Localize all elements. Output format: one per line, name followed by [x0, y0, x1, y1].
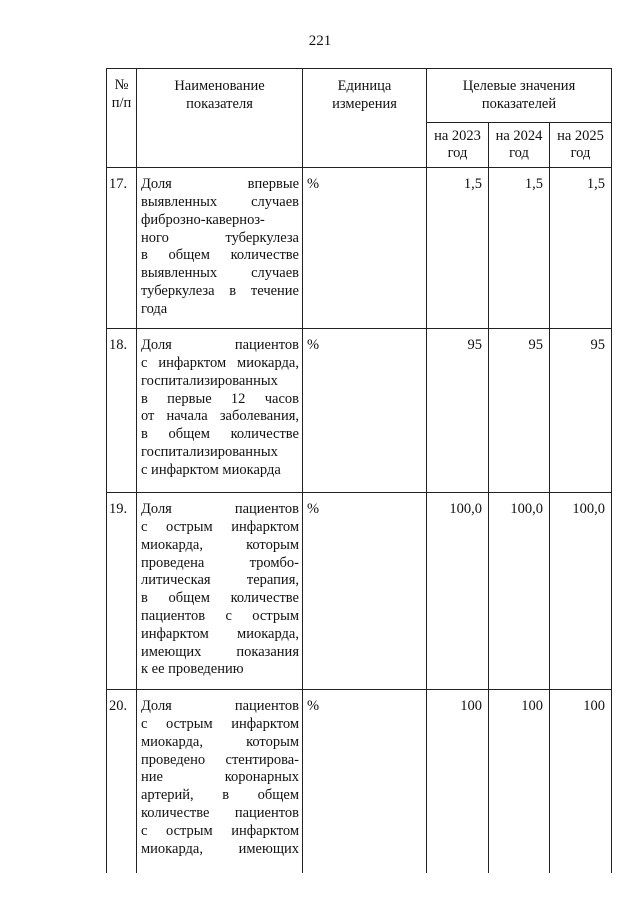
unit-of-measure: % [303, 168, 427, 329]
header-target-line-2: показателей [481, 95, 557, 112]
target-value-2023: 100 [427, 690, 489, 874]
target-value-2025: 100 [550, 690, 612, 874]
header-target [427, 69, 612, 123]
target-value-2023: 95 [427, 329, 489, 493]
indicator-name-line: выявленных случаев [141, 193, 299, 210]
table-row [107, 329, 612, 493]
target-value-2025: 95 [550, 329, 612, 493]
indicator-name-line: ного туберкулеза [141, 229, 299, 246]
indicator-name-line: ние коронарных [141, 769, 299, 786]
header-year-2025 [550, 122, 612, 168]
indicator-name-line: в первые 12 часов [141, 390, 299, 407]
unit-of-measure: % [303, 493, 427, 690]
indicator-name-line: проведена тромбо- [141, 554, 299, 571]
indicator-name-line: с инфарктом миокарда, [141, 354, 299, 371]
indicator-name-line: Доля пациентов [141, 337, 299, 354]
target-value-2023: 1,5 [427, 168, 489, 329]
indicator-name-line: миокарда, которым [141, 733, 299, 750]
indicator-name [137, 168, 303, 329]
header-num [107, 69, 137, 168]
indicator-name-line: госпитализированных [141, 372, 278, 389]
indicator-name-line: миокарда, которым [141, 536, 299, 553]
indicator-name-line: с острым инфарктом [141, 518, 299, 535]
indicator-name-line: года [141, 300, 168, 317]
header-year-2024-line-2: год [509, 145, 529, 162]
header-year-2023-line-2: год [447, 145, 468, 162]
row-number: 19. [107, 493, 137, 690]
indicator-name [137, 690, 303, 874]
indicator-name-line: инфарктом миокарда, [141, 625, 299, 642]
indicator-name-line: в общем количестве [141, 590, 299, 607]
indicator-name [137, 329, 303, 493]
header-unit-line-1: Единица [337, 78, 392, 94]
target-value-2024: 100,0 [489, 493, 550, 690]
table-row [107, 690, 612, 874]
indicator-name-line: Доля впервые [141, 176, 299, 193]
header-name [137, 69, 303, 168]
header-num-line-2: п/п [111, 94, 132, 111]
header-year-2023 [427, 122, 489, 168]
indicator-name-line: литическая терапия, [141, 572, 299, 589]
indicator-name-line: в общем количестве [141, 426, 299, 443]
indicator-name-line: имеющих показания [141, 643, 299, 660]
header-year-2025-line-2: год [570, 145, 591, 162]
indicator-name-line: проведено стентирова- [141, 751, 299, 768]
target-value-2025: 100,0 [550, 493, 612, 690]
indicator-name-line: госпитализированных [141, 443, 278, 460]
target-value-2023: 100,0 [427, 493, 489, 690]
unit-of-measure: % [303, 329, 427, 493]
indicator-name-line: фиброзно-кавернoз- [141, 211, 265, 228]
indicator-name-line: миокарда, имеющих [141, 840, 299, 857]
target-value-2024: 100 [489, 690, 550, 874]
indicator-name-line: Доля пациентов [141, 698, 299, 715]
page-number: 221 [308, 33, 332, 49]
unit-of-measure: % [303, 690, 427, 874]
indicator-name-line: выявленных случаев [141, 265, 299, 282]
header-unit-line-2: измерения [332, 95, 397, 112]
indicators-table [106, 68, 612, 873]
target-value-2025: 1,5 [550, 168, 612, 329]
table-row [107, 168, 612, 329]
indicator-name-line: от начала заболевания, [141, 408, 299, 425]
target-value-2024: 1,5 [489, 168, 550, 329]
indicator-name [137, 493, 303, 690]
header-name-line-1: Наименование [174, 78, 265, 94]
indicator-name-line: пациентов с острым [141, 607, 299, 624]
header-unit [303, 69, 427, 168]
indicator-name-line: количестве пациентов [141, 804, 299, 821]
indicator-name-line: туберкулеза в течение [141, 282, 299, 299]
indicator-name-line: с инфарктом миокарда [141, 461, 281, 478]
target-value-2024: 95 [489, 329, 550, 493]
header-target-line-1: Целевые значения [462, 78, 576, 94]
row-number: 20. [107, 690, 137, 874]
indicator-name-line: Доля пациентов [141, 501, 299, 518]
indicator-name-line: в общем количестве [141, 247, 299, 264]
header-year-2024-line-1: на 2024 [495, 127, 543, 144]
header-year-2025-line-1: на 2025 [557, 127, 604, 144]
header-name-line-2: показателя [186, 95, 253, 112]
header-year-2023-line-1: на 2023 [434, 127, 481, 144]
indicator-name-line: с острым инфарктом [141, 822, 299, 839]
header-year-2024 [489, 122, 550, 168]
header-num-line-1: № [114, 77, 129, 93]
row-number: 17. [107, 168, 137, 329]
indicator-name-line: артерий, в общем [141, 787, 299, 804]
row-number: 18. [107, 329, 137, 493]
table-row [107, 493, 612, 690]
header-row-1 [107, 69, 612, 123]
indicator-name-line: с острым инфарктом [141, 715, 299, 732]
indicator-name-line: к ее проведению [141, 661, 244, 678]
